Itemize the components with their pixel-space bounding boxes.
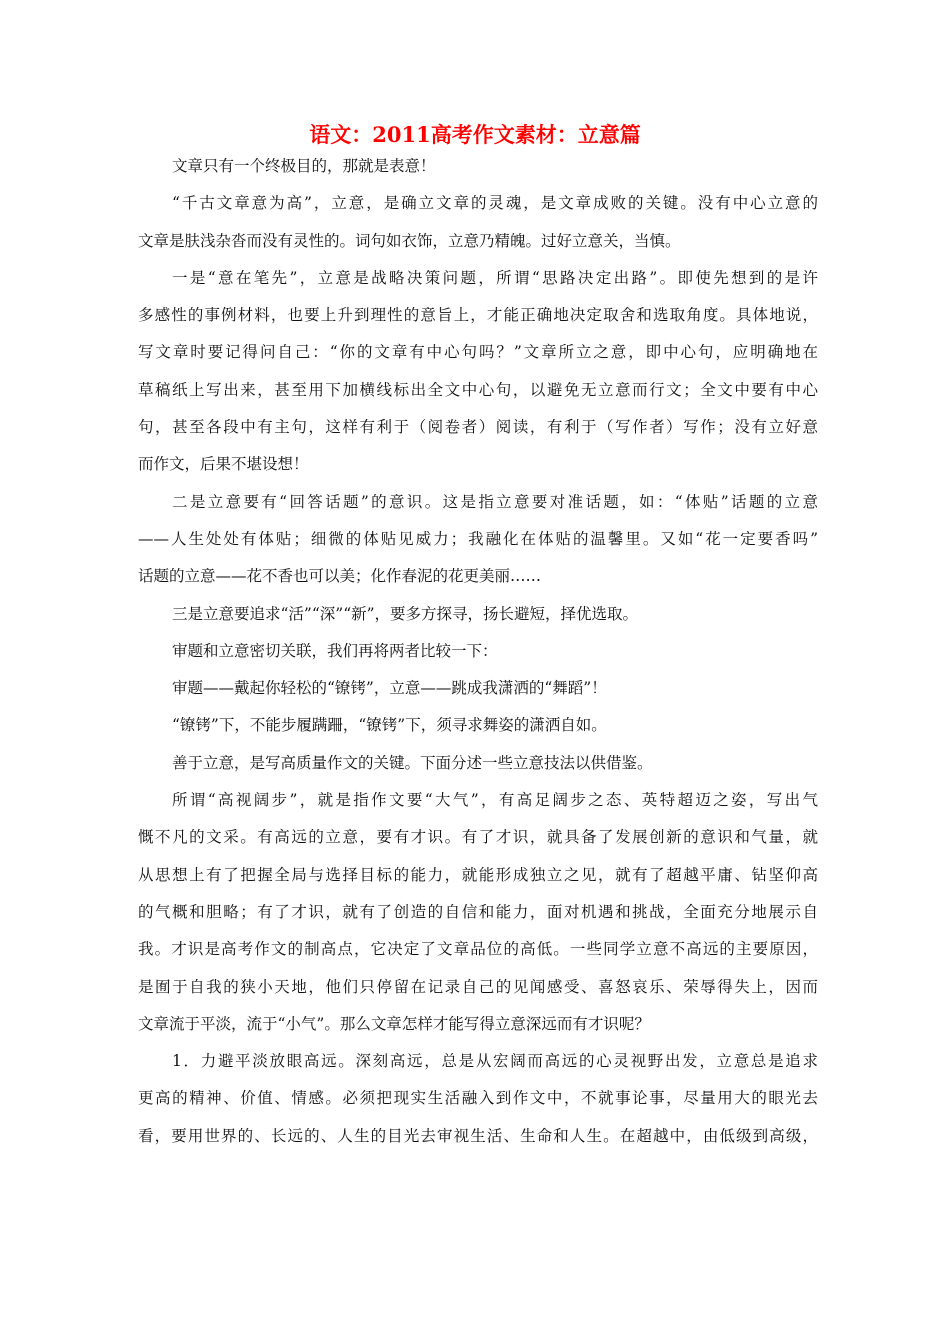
text-line: 我。才识是高考作文的制高点，它决定了文章品位的高低。一些同学立意不高远的主要原因， bbox=[138, 940, 818, 959]
text-line: 多感性的事例材料，也要上升到理性的意旨上，才能正确地决定取舍和选取角度。具体地说， bbox=[138, 306, 818, 325]
text-line: 慨不凡的文采。有高远的立意，要有才识。有了才识，就具备了发展创新的意识和气量，就 bbox=[138, 828, 818, 847]
document-body bbox=[138, 148, 818, 1155]
text-line: 善于立意，是写高质量作文的关键。下面分述一些立意技法以供借鉴。 bbox=[172, 753, 653, 772]
text-line: 1．力避平淡放眼高远。深刻高远，总是从宏阔而高远的心灵视野出发，立意总是追求 bbox=[172, 1052, 818, 1071]
text-line: 是囿于自我的狭小天地，他们只停留在记录自己的见闻感受、喜怒哀乐、荣辱得失上，因而 bbox=[138, 977, 818, 996]
text-line: “镣铐”下，不能步履蹒跚，“镣铐”下，须寻求舞姿的潇洒自如。 bbox=[172, 716, 607, 735]
text-line: 而作文，后果不堪设想！ bbox=[138, 455, 309, 474]
text-line: “千古文章意为高”，立意，是确立文章的灵魂，是文章成败的关键。没有中心立意的 bbox=[172, 194, 818, 213]
text-line: 文章是肤浅杂沓而没有灵性的。词句如衣饰，立意乃精魄。过好立意关，当慎。 bbox=[138, 231, 681, 250]
text-line: 三是立意要追求“活”“深”“新”，要多方探寻，扬长避短，择优选取。 bbox=[172, 604, 639, 623]
document-title: 语文：2011高考作文素材：立意篇 bbox=[309, 122, 641, 147]
text-line: 审题和立意密切关联，我们再将两者比较一下： bbox=[172, 641, 498, 660]
text-line: 所谓“高视阔步”，就是指作文要“大气”，有高足阔步之态、英特超迈之姿，写出气 bbox=[172, 791, 818, 810]
text-line: 看，要用世界的、长远的、人生的目光去审视生活、生命和人生。在超越中，由低级到高级， bbox=[138, 1126, 818, 1145]
text-line: 更高的精神、价值、情感。必须把现实生活融入到作文中，不就事论事，尽量用大的眼光去 bbox=[138, 1089, 818, 1108]
text-line: 句，甚至各段中有主句，这样有利于（阅卷者）阅读，有利于（写作者）写作；没有立好意 bbox=[138, 418, 818, 437]
text-line: 文章流于平淡，流于“小气”。那么文章怎样才能写得立意深远而有才识呢？ bbox=[138, 1014, 650, 1033]
text-line: 写文章时要记得问自己：“你的文章有中心句吗？”文章所立之意，即中心句，应明确地在 bbox=[138, 343, 818, 362]
text-line: 从思想上有了把握全局与选择目标的能力，就能形成独立之见，就有了超越平庸、钻坚仰高 bbox=[138, 865, 818, 884]
text-line: 文章只有一个终极目的，那就是表意！ bbox=[172, 157, 436, 175]
text-line: ——人生处处有体贴；细微的体贴见威力；我融化在体贴的温馨里。又如“花一定要香吗” bbox=[138, 529, 818, 548]
text-line: 审题——戴起你轻松的“镣铐”，立意——跳成我潇洒的“舞蹈”！ bbox=[172, 679, 607, 698]
text-line: 一是“意在笔先”，立意是战略决策问题，所谓“思路决定出路”。即使先想到的是许 bbox=[172, 268, 818, 287]
text-line: 二是立意要有“回答话题”的意识。这是指立意要对准话题，如：“体贴”话题的立意 bbox=[172, 492, 818, 511]
text-line: 的气概和胆略；有了才识，就有了创造的自信和能力，面对机遇和挑战，全面充分地展示自 bbox=[138, 902, 818, 921]
text-line: 草稿纸上写出来，甚至用下加横线标出全文中心句，以避免无立意而行文；全文中要有中心 bbox=[138, 380, 818, 399]
text-line: 话题的立意——花不香也可以美；化作春泥的花更美丽…… bbox=[138, 567, 542, 586]
